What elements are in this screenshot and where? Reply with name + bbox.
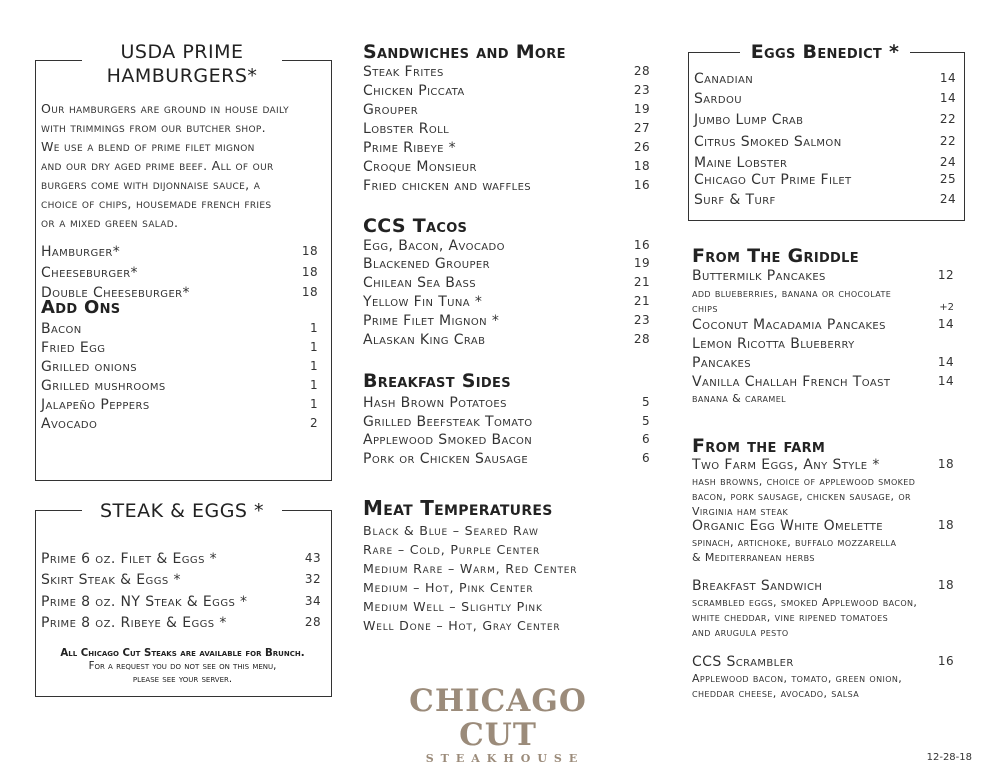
menu-item-price: 1 [309,359,318,373]
intro-line: with trimmings from our butcher shop. [41,120,266,135]
menu-item-name: Surf & Turf [694,192,776,208]
temperature-item: Rare – Cold, Purple Center [363,542,540,557]
desc-line: Applewood bacon, tomato, green onion, [692,672,903,685]
intro-line: choice of chips, housemade french fries [41,196,272,211]
menu-item-name: Prime 8 oz. NY Steak & Eggs * [41,594,248,610]
menu-item-price: 16 [937,654,954,668]
desc-line: and arugula pesto [692,626,789,639]
menu-item-price: 27 [633,121,650,135]
menu-item-name: Chilean Sea Bass [363,275,476,291]
menu-item-price: 16 [633,178,650,192]
menu-item-price: 34 [304,594,321,608]
menu-item-name: Avocado [41,416,98,432]
menu-item-name: Lobster Roll [363,121,450,137]
hamburgers-title [82,40,282,88]
menu-item-name: Blackened Grouper [363,256,490,272]
menu-item-desc [692,474,915,519]
menu-item-name: Double Cheeseburger* [41,285,190,301]
hamburgers-title-line2: HAMBURGERS* [106,65,258,87]
addon-price: +2 [939,302,954,313]
menu-item-price: 6 [641,432,650,446]
menu-item-name: Fried Egg [41,340,106,356]
intro-line: Our hamburgers are ground in house daily [41,101,289,116]
menu-item-price: 18 [301,265,318,279]
desc-line: cheddar cheese, avocado, salsa [692,687,860,700]
menu-item-name: Two Farm Eggs, Any Style * [692,457,880,473]
menu-item-name: Cheeseburger* [41,265,138,281]
menu-item-price: 14 [939,71,956,85]
menu-date: 12-28-18 [926,752,972,763]
menu-item-price: 22 [939,112,956,126]
menu-item-name: Alaskan King Crab [363,332,486,348]
menu-item-price: 18 [301,285,318,299]
menu-item-price: 28 [304,615,321,629]
menu-item-price: 1 [309,378,318,392]
menu-item-price: 25 [939,172,956,186]
menu-item-name: Jumbo Lump Crab [694,112,804,128]
menu-item-name: Applewood Smoked Bacon [363,432,533,448]
menu-item-name: Sardou [694,91,742,107]
logo [383,684,613,766]
menu-item-price: 24 [939,192,956,206]
menu-item-price: 26 [633,140,650,154]
menu-item-name: Fried chicken and waffles [363,178,532,194]
desc-line: Virginia ham steak [692,505,789,518]
logo-name: CHICAGO CUT [409,683,587,753]
logo-subtitle: STEAKHOUSE [425,752,585,765]
menu-item-price: 14 [937,317,954,331]
menu-item-name: Hash Brown Potatoes [363,395,507,411]
menu-item-name: Pork or Chicken Sausage [363,451,529,467]
menu-item-desc: add blueberries, banana or chocolate [692,287,892,300]
menu-item-name: Maine Lobster [694,155,788,171]
hamburgers-intro [41,99,331,232]
note-line: For a request you do not see on this menu, [88,661,277,672]
menu-item-price: 14 [939,91,956,105]
menu-item-price: 5 [641,395,650,409]
menu-item-price: 1 [309,321,318,335]
menu-item-name: Prime 6 oz. Filet & Eggs * [41,551,218,567]
menu-item-name: Skirt Steak & Eggs * [41,572,181,588]
temperatures-heading: Meat Temperatures [363,496,553,520]
menu-item-name: Yellow Fin Tuna * [363,294,483,310]
menu-item-desc: banana & caramel [692,392,787,405]
steak-eggs-title: STEAK & EGGS * [82,499,282,523]
menu-item-name: Grilled mushrooms [41,378,166,394]
menu-item-price: 18 [937,578,954,592]
menu-item-name: Jalapeño Peppers [41,397,150,413]
menu-item-desc: chips [692,302,718,315]
menu-item-price: 19 [633,102,650,116]
temperature-item: Black & Blue – Seared Raw [363,523,539,538]
breakfast-sides-heading: Breakfast Sides [363,370,511,392]
menu-item-name: Grilled onions [41,359,137,375]
menu-item-desc [692,671,902,701]
desc-line: bacon, pork sausage, chicken sausage, or [692,490,912,503]
note-line: please see your server. [132,674,233,685]
menu-item-name: Breakfast Sandwich [692,578,823,594]
menu-item-name: Grilled Beefsteak Tomato [363,414,533,430]
desc-line: white cheddar, vine ripened tomatoes [692,611,889,624]
desc-line: & Mediterranean herbs [692,551,815,564]
temperature-item: Medium – Hot, Pink Center [363,580,534,595]
menu-item-price: 22 [939,134,956,148]
benedict-title: Eggs Benedict * [740,40,910,64]
addons-heading: Add Ons [41,297,121,318]
menu-item-name: Pancakes [692,355,752,371]
menu-item-price: 14 [937,355,954,369]
sandwiches-heading: Sandwiches and More [363,41,566,63]
intro-line: and our dry aged prime beef. All of our [41,158,274,173]
menu-item-name: Prime Ribeye * [363,140,457,156]
menu-item-price: 16 [633,238,650,252]
menu-item-price: 18 [301,244,318,258]
menu-item-price: 21 [633,294,650,308]
menu-item-name: Chicken Piccata [363,83,465,99]
desc-line: hash browns, choice of applewood smoked [692,475,916,488]
temperature-list [363,521,577,635]
menu-item-name: Lemon Ricotta Blueberry [692,336,855,352]
menu-item-price: 18 [937,457,954,471]
menu-item-desc [692,595,917,640]
menu-item-name: Egg, Bacon, Avocado [363,238,505,254]
menu-item-price: 24 [939,155,956,169]
menu-item-name: Prime 8 oz. Ribeye & Eggs * [41,615,227,631]
temperature-item: Well Done – Hot, Gray Center [363,618,561,633]
menu-item-price: 23 [633,313,650,327]
temperature-item: Medium Rare – Warm, Red Center [363,561,578,576]
menu-item-name: Grouper [363,102,419,118]
farm-heading: From the farm [692,435,826,457]
desc-line: spinach, artichoke, buffalo mozzarella [692,536,897,549]
intro-line: or a mixed green salad. [41,215,179,230]
menu-item-name: Prime Filet Mignon * [363,313,500,329]
menu-item-name: Canadian [694,71,754,87]
menu-item-price: 14 [937,374,954,388]
menu-item-price: 19 [633,256,650,270]
intro-line: We use a blend of prime filet mignon [41,139,255,154]
menu-item-price: 23 [633,83,650,97]
menu-item-price: 2 [309,416,318,430]
menu-item-price: 12 [937,268,954,282]
menu-item-name: Bacon [41,321,82,337]
menu-item-name: Steak Frites [363,64,444,80]
menu-item-name: Buttermilk Pancakes [692,268,826,284]
menu-item-price: 5 [641,414,650,428]
note-line: All Chicago Cut Steaks are available for Brunch. [60,648,305,659]
menu-item-name: Croque Monsieur [363,159,477,175]
menu-item-price: 18 [633,159,650,173]
menu-item-price: 43 [304,551,321,565]
menu-item-price: 32 [304,572,321,586]
menu-item-name: CCS Scrambler [692,654,794,670]
menu-item-price: 21 [633,275,650,289]
menu-item-price: 1 [309,340,318,354]
menu-item-price: 6 [641,451,650,465]
menu-item-name: Hamburger* [41,244,121,260]
menu-item-name: Organic Egg White Omelette [692,518,884,534]
hamburgers-title-line1: USDA PRIME [120,41,244,63]
menu-item-name: Citrus Smoked Salmon [694,134,842,150]
menu-item-name: Chicago Cut Prime Filet [694,172,852,188]
menu-item-desc [692,535,896,565]
temperature-item: Medium Well – Slightly Pink [363,599,543,614]
menu-item-name: Vanilla Challah French Toast [692,374,891,390]
menu-item-price: 28 [633,64,650,78]
intro-line: burgers come with dijonnaise sauce, a [41,177,261,192]
menu-item-price: 18 [937,518,954,532]
steak-eggs-note [36,647,329,686]
menu-item-name: Coconut Macadamia Pancakes [692,317,886,333]
menu-item-price: 1 [309,397,318,411]
desc-line: scrambled eggs, smoked Applewood bacon, [692,596,918,609]
menu-item-price: 28 [633,332,650,346]
griddle-heading: From The Griddle [692,245,859,267]
tacos-heading: CCS Tacos [363,215,468,237]
